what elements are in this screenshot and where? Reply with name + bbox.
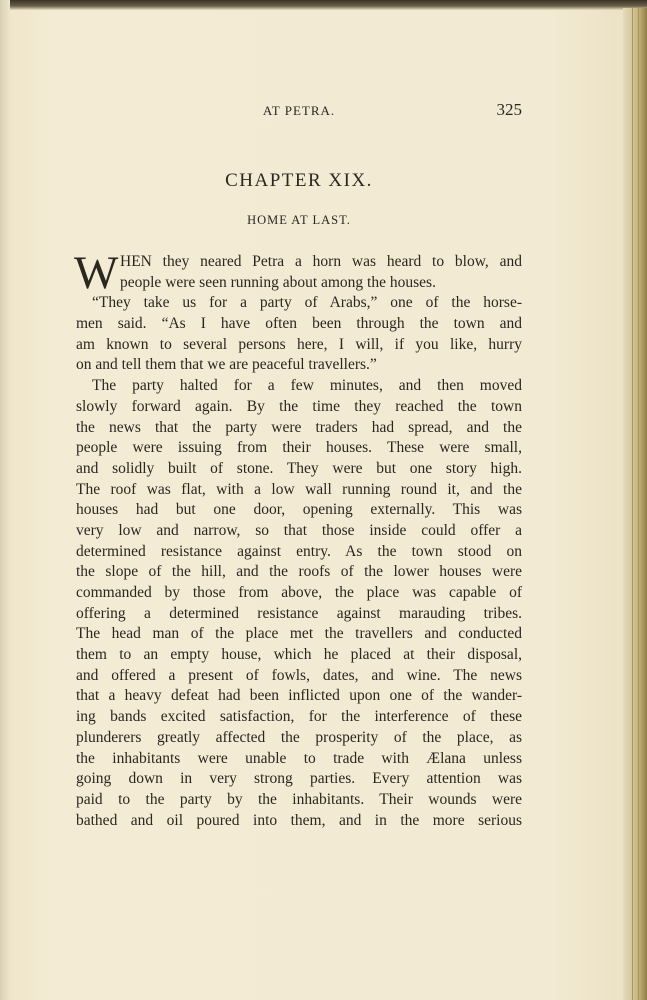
- text-line: ing bands excited satisfaction, for the interference of these: [76, 708, 522, 726]
- text-line: The roof was flat, with a low wall running round it, and the: [76, 480, 522, 498]
- text-line: offering a determined resistance against marauding tribes.: [76, 604, 522, 622]
- text-line: the news that the party were traders had spread, and the: [76, 418, 522, 436]
- text-line: slowly forward again. By the time they reached the town: [76, 397, 522, 415]
- text-line: and solidly built of stone. They were but one story high.: [76, 459, 522, 477]
- text-line: paid to the party by the inhabitants. Their wounds were: [76, 790, 522, 808]
- text-line: houses had but one door, opening externally. This was: [76, 501, 522, 519]
- page-edge-line: [642, 8, 643, 1000]
- chapter-subtitle: HOME AT LAST.: [247, 213, 351, 227]
- body-text: [74, 247, 522, 831]
- page-edge-line: [638, 8, 639, 1000]
- running-head-title: AT PETRA.: [262, 103, 336, 118]
- text-line: bathed and oil poured into them, and in the more serious: [76, 811, 522, 829]
- text-line: the inhabitants were unable to trade with Ælana unless: [76, 749, 522, 767]
- text-line: HEN they neared Petra a horn was heard to blow, and: [120, 253, 522, 270]
- text-line: am known to several persons here, I will, if you like, hurry: [76, 335, 522, 353]
- text-line: “They take us for a party of Arabs,” one of the horse-: [92, 294, 522, 312]
- text-line: determined resistance against entry. As the town stood on: [76, 542, 522, 560]
- text-line: people were issuing from their houses. These were small,: [76, 439, 522, 457]
- text-line: the slope of the hill, and the roofs of the lower houses were: [76, 563, 522, 581]
- page-number: 325: [496, 100, 522, 119]
- text-line: The head man of the place met the travellers and conducted: [76, 625, 522, 643]
- text-line: commanded by those from above, the place was capable of: [76, 584, 522, 601]
- text-line: The party halted for a few minutes, and then moved: [92, 377, 522, 395]
- text-line: on and tell them that we are peaceful travellers.”: [76, 356, 377, 374]
- chapter-title: CHAPTER XIX.: [225, 170, 373, 191]
- text-line: them to an empty house, which he placed at their disposal,: [76, 646, 522, 664]
- page-edge-line: [632, 8, 633, 1000]
- drop-cap: W: [74, 247, 119, 299]
- text-line: people were seen running about among the houses.: [120, 273, 436, 291]
- page-edges-stack: [623, 8, 647, 1000]
- text-line: that a heavy defeat had been inflicted upon one of the wander-: [76, 687, 522, 705]
- page-gutter: [0, 0, 10, 1000]
- text-line: and offered a present of fowls, dates, and wine. The news: [76, 666, 522, 684]
- text-line: very low and narrow, so that those inside could offer a: [76, 521, 522, 539]
- text-line: men said. “As I have often been through the town and: [76, 315, 522, 333]
- page-top-shadow: [0, 0, 647, 10]
- running-head: [76, 100, 522, 122]
- text-line: plunderers greatly affected the prosperity of the place, as: [76, 728, 522, 746]
- text-line: going down in very strong parties. Every attention was: [76, 770, 522, 788]
